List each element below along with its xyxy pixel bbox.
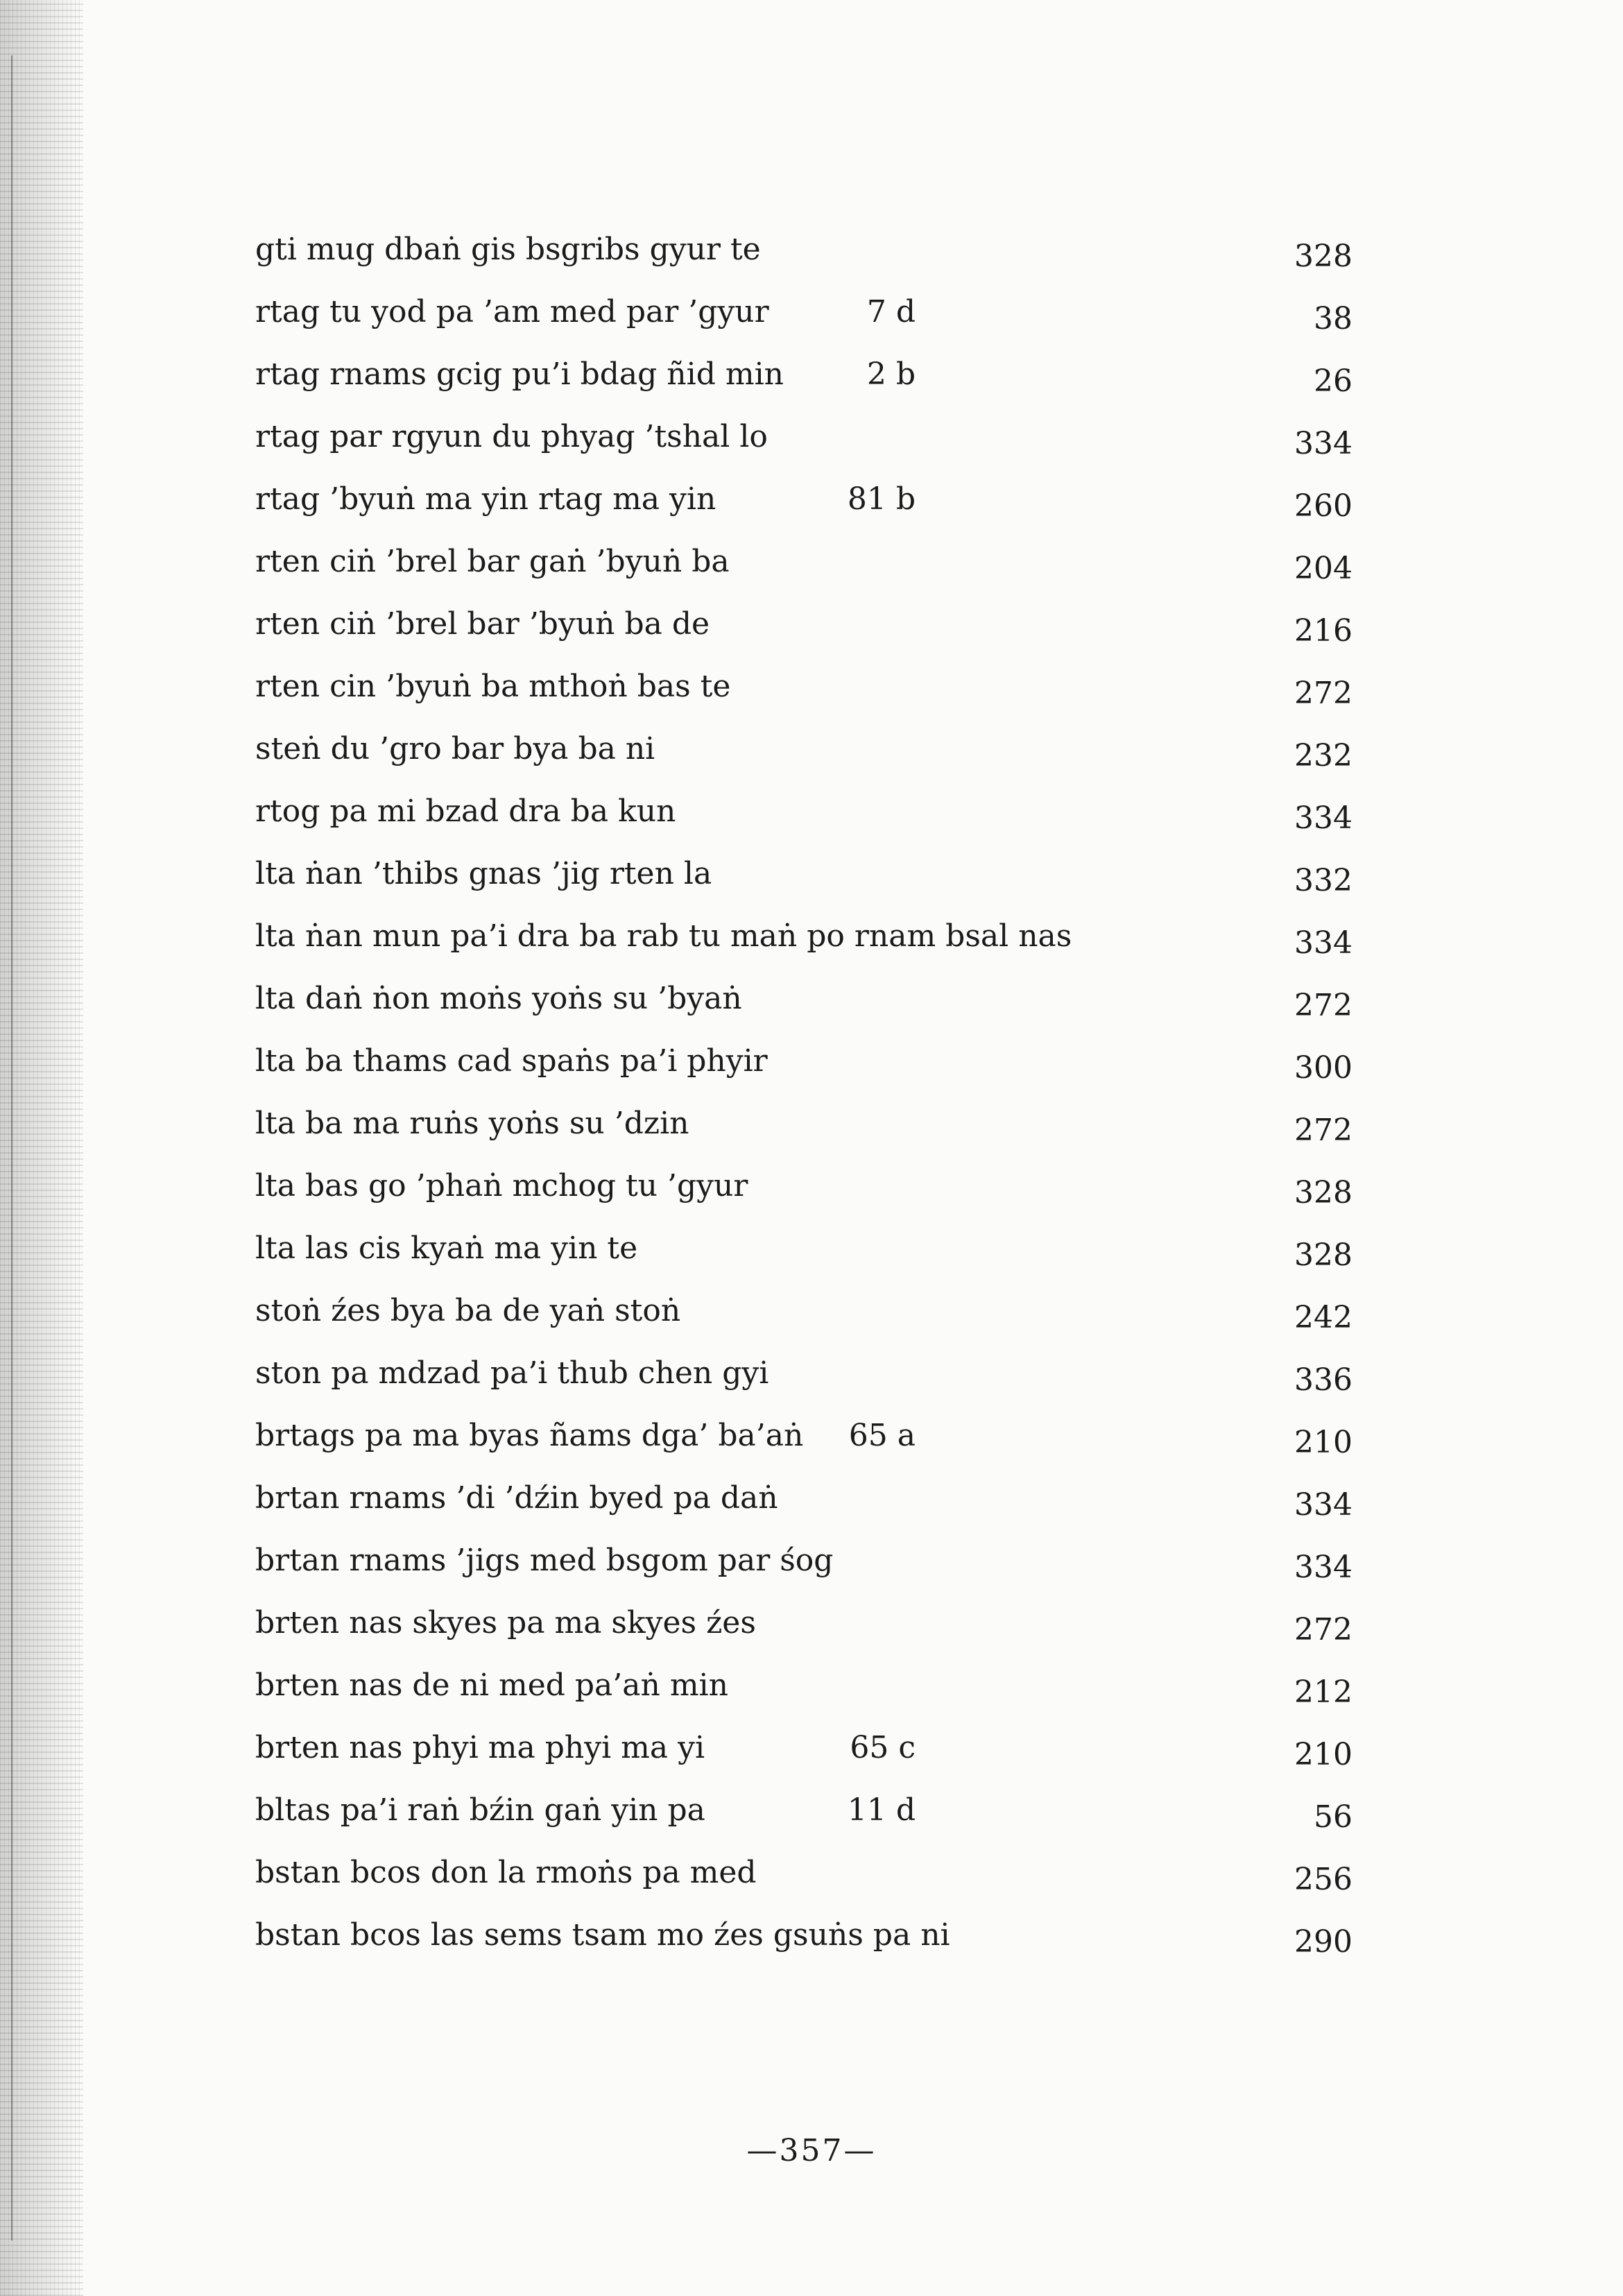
entry-reference: 65 a: [848, 1418, 916, 1453]
entry-page-number: 38: [1314, 301, 1352, 336]
entry-reference: 81 b: [847, 481, 916, 517]
entry-phrase: gti mug dbaṅ gis bsgribs gyur te: [255, 232, 761, 267]
entry-page-number: 216: [1294, 613, 1352, 649]
entry-page-number: 334: [1294, 426, 1352, 461]
entry-phrase: bstan bcos don la rmoṅs pa med: [255, 1855, 757, 1890]
entry-page-number: 334: [1294, 1550, 1352, 1585]
entry-phrase: bstan bcos las sems tsam mo źes gsuṅs pa ni: [255, 1917, 950, 1953]
entry-page-number: 204: [1294, 551, 1352, 586]
entry-reference: 7 d: [866, 294, 916, 329]
entry-phrase: brtags pa ma byas ñams dga’ ba’aṅ: [255, 1418, 804, 1453]
entry-phrase: ston pa mdzad pa’i thub chen gyi: [255, 1355, 769, 1391]
index-entry: [0, 727, 1623, 789]
entry-page-number: 272: [1294, 1612, 1352, 1647]
index-entry: [0, 852, 1623, 914]
entry-reference: 65 c: [850, 1730, 916, 1765]
entry-page-number: 242: [1294, 1300, 1352, 1335]
index-entry: [0, 1663, 1623, 1726]
entry-phrase: rtag tu yod pa ’am med par ’gyur: [255, 294, 769, 329]
entry-page-number: 328: [1294, 239, 1352, 274]
entry-phrase: lta daṅ ṅon moṅs yoṅs su ’byaṅ: [255, 981, 742, 1016]
entry-phrase: rtag rnams gcig pu’i bdag ñid min: [255, 357, 784, 392]
index-entry: [0, 477, 1623, 540]
entry-phrase: rten cin ’byuṅ ba mthoṅ bas te: [255, 669, 731, 704]
index-entry: [0, 1414, 1623, 1476]
entry-page-number: 256: [1294, 1862, 1352, 1897]
index-entry: [0, 1726, 1623, 1788]
entry-phrase: brtan rnams ’jigs med bsgom par śog: [255, 1543, 834, 1578]
entry-page-number: 210: [1294, 1737, 1352, 1772]
index-entry: [0, 352, 1623, 415]
entry-phrase: brten nas skyes pa ma skyes źes: [255, 1605, 756, 1640]
entry-phrase: lta bas go ’phaṅ mchog tu ’gyur: [255, 1168, 748, 1203]
entry-phrase: brten nas de ni med pa’aṅ min: [255, 1668, 728, 1703]
entry-page-number: 272: [1294, 1113, 1352, 1148]
index-entry: [0, 290, 1623, 352]
entry-page-number: 332: [1294, 863, 1352, 898]
entry-page-number: 272: [1294, 676, 1352, 711]
index-entry: [0, 1226, 1623, 1289]
entry-page-number: 300: [1294, 1050, 1352, 1086]
entry-phrase: brten nas phyi ma phyi ma yi: [255, 1730, 705, 1765]
index-entry: [0, 1601, 1623, 1663]
entry-page-number: 336: [1294, 1362, 1352, 1398]
entry-page-number: 232: [1294, 738, 1352, 773]
entry-phrase: rtag ’byuṅ ma yin rtag ma yin: [255, 481, 716, 517]
index-entry: [0, 1476, 1623, 1539]
index-entry: [0, 415, 1623, 477]
index-entry: [0, 1039, 1623, 1102]
index-entry: [0, 602, 1623, 665]
entry-phrase: steṅ du ’gro bar bya ba ni: [255, 731, 655, 766]
entry-page-number: 260: [1294, 488, 1352, 524]
index-entry: [0, 1351, 1623, 1414]
index-entry: [0, 1788, 1623, 1851]
entry-phrase: lta las cis kyaṅ ma yin te: [255, 1231, 638, 1266]
entry-page-number: 328: [1294, 1237, 1352, 1273]
entry-page-number: 56: [1314, 1799, 1352, 1835]
entry-page-number: 328: [1294, 1175, 1352, 1210]
entry-page-number: 334: [1294, 925, 1352, 961]
entry-page-number: 272: [1294, 988, 1352, 1023]
entry-page-number: 334: [1294, 800, 1352, 836]
entry-phrase: rten ciṅ ’brel bar gaṅ ’byuṅ ba: [255, 544, 730, 579]
entry-phrase: rten ciṅ ’brel bar ’byuṅ ba de: [255, 606, 710, 642]
entry-page-number: 212: [1294, 1674, 1352, 1710]
entry-phrase: lta ba ma ruṅs yoṅs su ’dzin: [255, 1106, 689, 1141]
index-entry: [0, 665, 1623, 727]
entry-reference: 2 b: [866, 357, 916, 392]
entry-phrase: rtog pa mi bzad dra ba kun: [255, 794, 676, 829]
index-entry: [0, 1102, 1623, 1164]
index-entry: [0, 228, 1623, 290]
entry-phrase: brtan rnams ’di ’dźin byed pa daṅ: [255, 1480, 778, 1516]
entry-page-number: 290: [1294, 1924, 1352, 1960]
index-entry: [0, 977, 1623, 1039]
entry-page-number: 334: [1294, 1487, 1352, 1523]
entry-phrase: rtag par rgyun du phyag ’tshal lo: [255, 419, 768, 454]
entry-phrase: stoṅ źes bya ba de yaṅ stoṅ: [255, 1293, 681, 1328]
index-entry: [0, 1851, 1623, 1913]
entry-phrase: lta ṅan ’thibs gnas ’jig rten la: [255, 856, 712, 891]
index-entry: [0, 1913, 1623, 1976]
index-entry: [0, 540, 1623, 602]
index-entry: [0, 1289, 1623, 1351]
index-entry: [0, 789, 1623, 852]
index-entry: [0, 1539, 1623, 1601]
entry-reference: 11 d: [847, 1792, 916, 1828]
page-footer-number: —357—: [746, 2133, 877, 2168]
index-entry: [0, 914, 1623, 977]
entry-phrase: lta ṅan mun pa’i dra ba rab tu maṅ po rnam bsal nas: [255, 918, 1072, 954]
entry-phrase: lta ba thams cad spaṅs pa’i phyir: [255, 1043, 768, 1079]
entry-phrase: bltas pa’i raṅ bźin gaṅ yin pa: [255, 1792, 705, 1828]
entry-page-number: 26: [1314, 363, 1352, 399]
index-entry: [0, 1164, 1623, 1226]
entry-page-number: 210: [1294, 1425, 1352, 1460]
